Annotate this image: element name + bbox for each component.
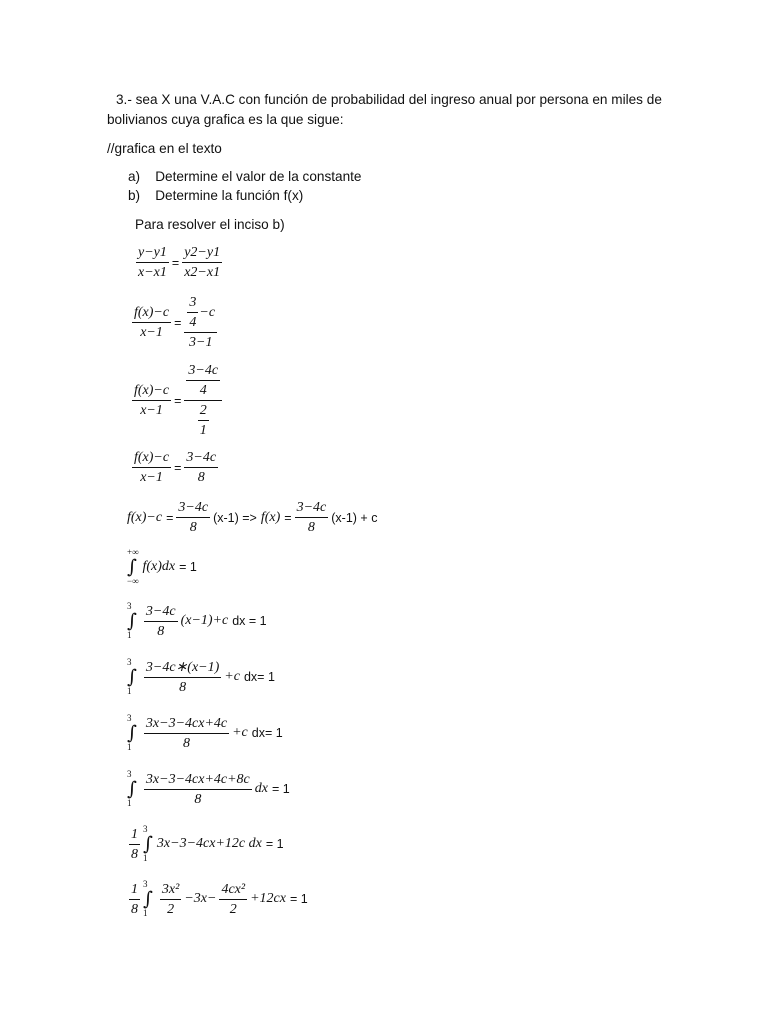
eq10-rhs: = 1 — [271, 782, 290, 796]
eq1-left-den: x−x1 — [138, 265, 167, 280]
integral-icon: ∫ — [143, 888, 153, 910]
equation-slope — [133, 244, 225, 281]
eq3-top-num: 3−4c — [186, 362, 220, 381]
eq1-equals: = — [171, 255, 180, 270]
eq8-rhs: dx= 1 — [243, 670, 275, 684]
eq5-num-2: 3−4c — [295, 499, 329, 518]
eq10-num: 3x−3−4cx+4c+8c — [144, 771, 252, 790]
eq12-num-2: 4cx² — [219, 881, 247, 900]
eq7-num: 3−4c — [144, 603, 178, 622]
eq4-left-den: x−1 — [140, 470, 163, 485]
eq12-upper-limit: 3 — [143, 879, 148, 889]
eq11-upper-limit: 3 — [143, 824, 148, 834]
eq12-factor-den: 8 — [131, 901, 138, 917]
eq10-upper-limit: 3 — [127, 769, 132, 779]
eq11-factor-num: 1 — [129, 826, 140, 845]
equation-step-2 — [129, 294, 220, 351]
eq5-den: 8 — [189, 520, 197, 535]
equation-step-5 — [127, 499, 377, 536]
eq10-den: 8 — [194, 791, 202, 807]
eq6-rhs: = 1 — [179, 560, 197, 574]
eq5-num: 3−4c — [176, 499, 210, 518]
problem-line-2: bolivianos cuya grafica es la que sigue: — [107, 112, 344, 127]
eq3-left-num: f(x)−c — [132, 382, 171, 401]
eq12-tail: +12cx — [250, 891, 286, 906]
eq2-left-num: f(x)−c — [132, 304, 171, 323]
item-a: a) Determine el valor de la constante — [128, 169, 362, 184]
eq2-inner-num: 3 — [187, 294, 198, 313]
eq12-rhs: = 1 — [289, 892, 308, 906]
eq2-left-den: x−1 — [140, 325, 163, 340]
eq8-num: 3−4c∗(x−1) — [144, 659, 221, 678]
integral-icon: ∫ — [143, 833, 153, 855]
eq9-den: 8 — [183, 735, 190, 751]
eq7-lower-limit: 1 — [127, 630, 132, 640]
eq5-tail: (x-1) + c — [331, 510, 378, 525]
eq10-lower-limit: 1 — [127, 798, 132, 808]
eq11-lower-limit: 1 — [143, 853, 148, 863]
eq11-rhs: = 1 — [265, 837, 284, 851]
integral-icon: ∫ — [127, 778, 137, 800]
equation-integral-4 — [127, 770, 290, 808]
eq5-equals-2: = — [284, 510, 292, 525]
eq7-rhs: dx = 1 — [232, 614, 267, 628]
eq2-equals: = — [174, 315, 182, 330]
eq8-body: +c — [224, 669, 240, 684]
eq2-right-den: 3−1 — [189, 335, 213, 350]
eq2-minus-c: −c — [199, 305, 216, 320]
eq6-upper-limit: +∞ — [127, 547, 139, 557]
eq5-equals: = — [166, 510, 174, 525]
eq3-bottom-den: 1 — [199, 423, 207, 438]
eq12-den-1: 2 — [167, 901, 175, 917]
integral-icon: ∫ — [127, 666, 137, 688]
eq4-left-num: f(x)−c — [132, 449, 171, 468]
eq5-implies: (x-1) => — [213, 510, 257, 525]
integral-icon: ∫ — [127, 556, 137, 578]
eq8-den: 8 — [179, 679, 187, 695]
eq5-left: f(x)−c — [127, 509, 163, 525]
eq4-right-num: 3−4c — [184, 449, 218, 468]
equation-step-4 — [129, 449, 221, 486]
eq1-left-num: y−y1 — [136, 244, 169, 263]
equation-integral-6 — [129, 880, 308, 918]
eq9-upper-limit: 3 — [127, 713, 132, 723]
eq7-upper-limit: 3 — [127, 601, 132, 611]
equation-integral-2 — [127, 658, 275, 696]
equation-step-3 — [129, 362, 225, 439]
eq11-body: 3x−3−4cx+12c dx — [156, 836, 262, 851]
eq12-factor-num: 1 — [129, 881, 140, 900]
eq7-body: (x−1)+c — [180, 613, 229, 628]
equation-integral-1 — [127, 602, 267, 640]
equation-integral-5 — [129, 825, 284, 863]
resolve-note: Para resolver el inciso b) — [135, 217, 285, 232]
eq4-right-den: 8 — [197, 470, 205, 485]
equation-integral-total — [127, 548, 197, 586]
graph-note: //grafica en el texto — [107, 141, 222, 156]
eq4-equals: = — [174, 460, 182, 475]
eq12-lower-limit: 1 — [143, 908, 148, 918]
eq9-lower-limit: 1 — [127, 742, 132, 752]
eq5-fx: f(x) — [260, 509, 281, 525]
eq12-num-1: 3x² — [160, 881, 181, 900]
eq11-factor-den: 8 — [131, 846, 138, 862]
eq8-upper-limit: 3 — [127, 657, 132, 667]
eq5-den-2: 8 — [307, 520, 315, 535]
eq7-den: 8 — [157, 623, 165, 639]
integral-icon: ∫ — [127, 610, 137, 632]
eq8-lower-limit: 1 — [127, 686, 132, 696]
eq9-body: +c — [232, 725, 248, 740]
eq2-inner-den: 4 — [189, 315, 197, 330]
eq9-rhs: dx= 1 — [251, 726, 283, 740]
item-b: b) Determine la función f(x) — [128, 188, 304, 203]
eq6-lower-limit: −∞ — [127, 576, 139, 586]
eq3-equals: = — [174, 393, 182, 408]
eq12-mid: −3x− — [184, 891, 217, 906]
equation-integral-3 — [127, 714, 283, 752]
integral-icon: ∫ — [127, 722, 137, 744]
eq3-top-den: 4 — [199, 383, 207, 398]
eq6-body: f(x)dx — [142, 559, 176, 574]
eq1-right-den: x2−x1 — [184, 265, 221, 280]
eq3-left-den: x−1 — [140, 403, 163, 418]
eq12-den-2: 2 — [229, 901, 237, 917]
problem-line-1: 3.- sea X una V.A.C con función de probabilidad del ingreso anual por persona en miles de — [116, 92, 662, 107]
eq3-bottom-num: 2 — [198, 402, 209, 421]
eq10-body: dx — [254, 781, 268, 796]
eq9-num: 3x−3−4cx+4c — [144, 715, 229, 734]
eq1-right-num: y2−y1 — [182, 244, 222, 263]
